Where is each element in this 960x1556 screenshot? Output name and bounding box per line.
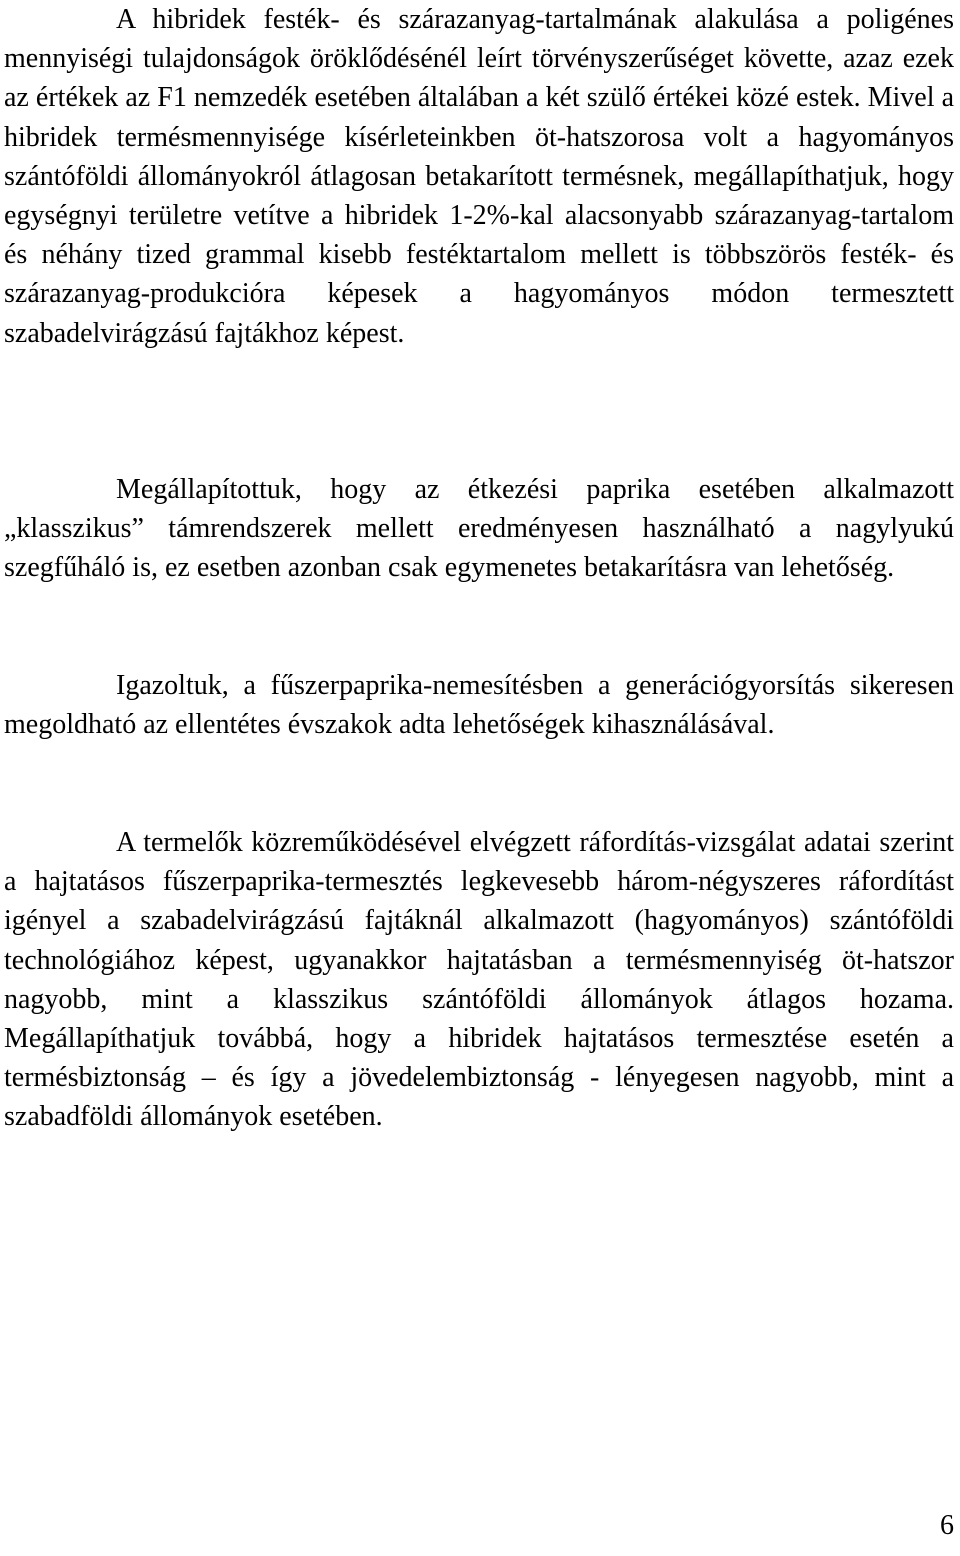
paragraph-hybrid-pigment-dry-matter: A hibridek festék- és szárazanyag-tartalmának alakulása a poligénes mennyiségi tulajdonságok öröklődésénél leírt törvényszerűséget követte, azaz ezek az értékek az F1 nemzedék esetében általában a két szülő értékei közé estek. Mivel a hibridek termésmennyisége kísérleteinkben öt-hatszorosa volt a hagyományos szántóföldi állományokról átlagosan betakarított termésnek, megállapíthatjuk, hogy egységnyi területre vetítve a hibridek 1-2%-kal alacsonyabb szárazanyag-tartalom és néhány tized grammal kisebb festéktartalom mellett is többszörös festék- és szárazanyag-produkcióra képesek a hagyományos módon termesztett szabadelvirágzású fajtákhoz képest.	[4, 4, 954, 349]
page-number: 6	[940, 1510, 954, 1541]
paragraph-cost-analysis: A termelők közreműködésével elvégzett ráfordítás-vizsgálat adatai szerint a hajtatásos fűszerpaprika-termesztés legkevesebb három-négyszeres ráfordítást igényel a szabadelvirágzású fajtáknál alkalmazott (hagyományos) szántóföldi technológiához képest, ugyanakkor hajtatásban a termésmennyiség öt-hatszor nagyobb, mint a klasszikus szántóföldi állományok átlagos hozama. Megállapíthatjuk továbbá, hogy a hibridek hajtatásos termesztése esetén a termésbiztonság – és így a jövedelembiztonság - lényegesen nagyobb, mint a szabadföldi állományok esetében.	[4, 827, 954, 1133]
paragraph-generation-acceleration: Igazoltuk, a fűszerpaprika-nemesítésben a generációgyorsítás sikeresen megoldható az ellentétes évszakok adta lehetőségek kihasználásával.	[4, 670, 954, 741]
paragraph-support-systems: Megállapítottuk, hogy az étkezési paprika esetében alkalmazott „klasszikus” támrendszerek mellett eredményesen használható a nagylyukú szegfűháló is, ez esetben azonban csak egymenetes betakarításra van lehetőség.	[4, 474, 954, 584]
